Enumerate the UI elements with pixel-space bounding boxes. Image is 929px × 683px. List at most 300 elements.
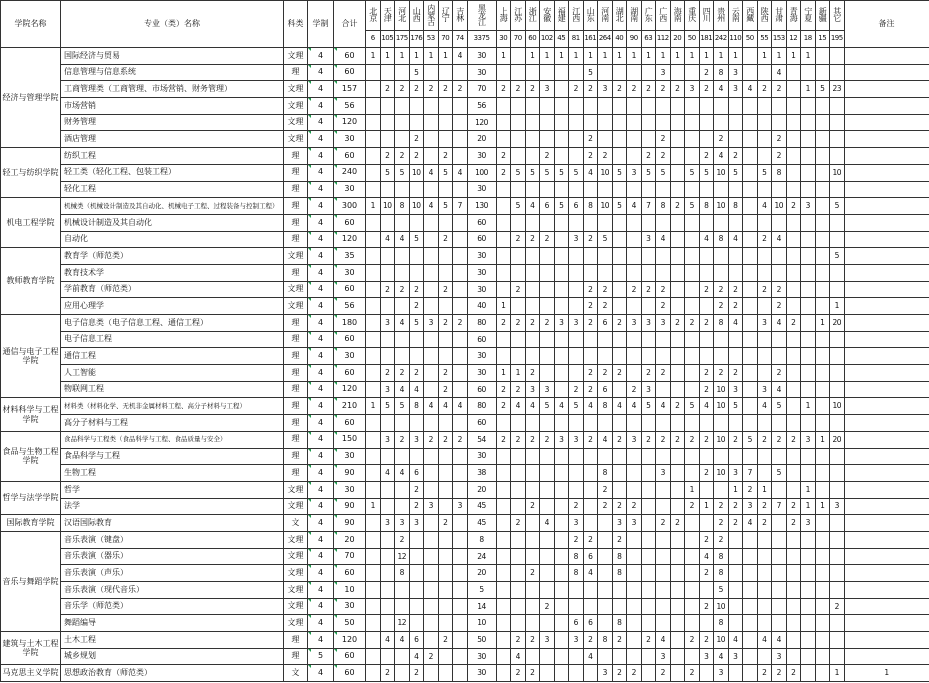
plan-count-cell: 7 <box>743 465 758 482</box>
plan-count-cell <box>395 582 410 599</box>
plan-count-cell: 2 <box>380 81 395 98</box>
plan-count-cell <box>569 665 584 682</box>
plan-count-cell: 5 <box>395 164 410 181</box>
plan-count-cell <box>612 348 627 365</box>
plan-count-cell: 5 <box>815 81 830 98</box>
remark-cell <box>844 64 929 81</box>
plan-count-cell <box>453 381 468 398</box>
plan-count-cell: 5 <box>554 164 569 181</box>
plan-count-cell <box>656 481 671 498</box>
plan-count-cell: 2 <box>670 81 685 98</box>
plan-count-cell: 4 <box>424 164 439 181</box>
plan-count-cell: 4 <box>380 632 395 649</box>
plan-count-cell <box>815 331 830 348</box>
plan-count-cell <box>380 331 395 348</box>
plan-count-cell: 1 <box>409 48 424 65</box>
college-name-cell: 食品与生物工程学院 <box>1 431 61 481</box>
plan-count-cell <box>815 131 830 148</box>
plan-count-cell: 3 <box>612 515 627 532</box>
plan-count-cell <box>728 598 743 615</box>
plan-count-cell <box>366 131 381 148</box>
province-header: 浙江 <box>525 1 540 31</box>
plan-count-cell: 3 <box>830 498 845 515</box>
duration-cell: 4 <box>308 448 334 465</box>
plan-count-cell <box>656 331 671 348</box>
plan-count-cell <box>496 348 511 365</box>
plan-count-cell <box>743 48 758 65</box>
plan-count-cell: 1 <box>786 48 801 65</box>
plan-count-cell <box>685 582 700 599</box>
plan-count-cell <box>670 114 685 131</box>
plan-count-cell <box>569 648 584 665</box>
plan-count-cell <box>511 248 526 265</box>
plan-count-cell <box>670 548 685 565</box>
plan-count-cell <box>743 214 758 231</box>
plan-count-cell <box>743 281 758 298</box>
plan-count-cell <box>453 331 468 348</box>
subject-category-cell: 理 <box>284 164 308 181</box>
plan-count-cell <box>786 465 801 482</box>
plan-count-cell: 4 <box>424 198 439 215</box>
plan-count-cell: 2 <box>569 498 584 515</box>
province-total: 112 <box>656 31 671 48</box>
plan-count-cell <box>598 131 613 148</box>
plan-count-cell: 2 <box>772 81 787 98</box>
plan-count-cell: 8 <box>395 198 410 215</box>
plan-count-cell: 5 <box>685 198 700 215</box>
plan-count-cell <box>627 181 642 198</box>
plan-count-cell <box>554 665 569 682</box>
subject-category-cell: 文理 <box>284 48 308 65</box>
remark-cell <box>844 181 929 198</box>
plan-count-cell: 30 <box>467 665 496 682</box>
plan-count-cell: 1 <box>366 48 381 65</box>
plan-count-cell: 10 <box>409 164 424 181</box>
subject-category-cell: 文理 <box>284 114 308 131</box>
province-header: 河南 <box>598 1 613 31</box>
plan-count-cell <box>511 181 526 198</box>
remark-cell <box>844 231 929 248</box>
plan-count-cell: 2 <box>395 365 410 382</box>
plan-count-cell <box>685 548 700 565</box>
plan-count-cell <box>366 164 381 181</box>
plan-count-cell <box>627 531 642 548</box>
total-cell: 30 <box>334 448 366 465</box>
province-total: 70 <box>438 31 453 48</box>
plan-count-cell: 30 <box>467 248 496 265</box>
major-row <box>1 565 929 582</box>
plan-count-cell <box>699 98 714 115</box>
plan-count-cell: 2 <box>699 365 714 382</box>
plan-count-cell: 2 <box>496 381 511 398</box>
plan-count-cell <box>583 114 598 131</box>
plan-count-cell <box>366 598 381 615</box>
plan-count-cell: 2 <box>656 298 671 315</box>
plan-count-cell <box>598 548 613 565</box>
plan-count-cell: 45 <box>467 515 496 532</box>
plan-count-cell <box>815 448 830 465</box>
plan-count-cell <box>409 214 424 231</box>
plan-count-cell <box>438 331 453 348</box>
plan-count-cell <box>685 264 700 281</box>
plan-count-cell: 8 <box>714 315 729 332</box>
plan-count-cell: 1 <box>830 665 845 682</box>
plan-count-cell <box>670 448 685 465</box>
plan-count-cell: 8 <box>714 231 729 248</box>
plan-count-cell <box>641 264 656 281</box>
plan-count-cell <box>612 114 627 131</box>
plan-count-cell: 1 <box>685 48 700 65</box>
plan-count-cell: 2 <box>757 231 772 248</box>
plan-count-cell <box>366 315 381 332</box>
plan-count-cell <box>496 531 511 548</box>
plan-count-cell: 4 <box>540 515 555 532</box>
total-cell: 60 <box>334 331 366 348</box>
plan-count-cell: 2 <box>438 381 453 398</box>
plan-count-cell <box>366 214 381 231</box>
plan-count-cell: 5 <box>598 231 613 248</box>
plan-count-cell <box>714 114 729 131</box>
plan-count-cell: 4 <box>714 648 729 665</box>
plan-count-cell: 2 <box>656 131 671 148</box>
plan-count-cell: 2 <box>583 148 598 165</box>
plan-count-cell <box>583 465 598 482</box>
plan-count-cell <box>583 481 598 498</box>
plan-count-cell: 2 <box>612 498 627 515</box>
plan-count-cell <box>815 615 830 632</box>
plan-count-cell: 3 <box>757 381 772 398</box>
plan-count-cell <box>815 214 830 231</box>
plan-count-cell: 2 <box>714 515 729 532</box>
total-cell: 150 <box>334 431 366 448</box>
plan-count-cell <box>656 498 671 515</box>
duration-cell: 4 <box>308 615 334 632</box>
plan-count-cell <box>583 98 598 115</box>
plan-count-cell <box>714 181 729 198</box>
subject-category-cell: 文理 <box>284 131 308 148</box>
plan-count-cell <box>366 632 381 649</box>
plan-count-cell: 5 <box>511 198 526 215</box>
plan-count-cell: 1 <box>511 365 526 382</box>
plan-count-cell <box>569 148 584 165</box>
plan-count-cell: 2 <box>409 498 424 515</box>
plan-count-cell: 3 <box>540 81 555 98</box>
plan-count-cell <box>772 531 787 548</box>
plan-count-cell <box>670 164 685 181</box>
plan-count-cell: 3 <box>540 381 555 398</box>
plan-count-cell: 2 <box>424 648 439 665</box>
major-name-cell: 电子信息工程 <box>61 331 284 348</box>
plan-count-cell <box>830 632 845 649</box>
plan-count-cell: 38 <box>467 465 496 482</box>
plan-count-cell <box>641 598 656 615</box>
plan-count-cell: 2 <box>496 164 511 181</box>
plan-count-cell <box>641 565 656 582</box>
major-name-cell: 轻化工程 <box>61 181 284 198</box>
plan-count-cell <box>772 331 787 348</box>
plan-count-cell <box>540 181 555 198</box>
plan-count-cell <box>612 214 627 231</box>
plan-count-cell <box>743 248 758 265</box>
plan-count-cell <box>525 131 540 148</box>
plan-count-cell: 2 <box>525 431 540 448</box>
plan-count-cell <box>743 264 758 281</box>
plan-count-cell <box>612 264 627 281</box>
plan-count-cell: 3 <box>569 431 584 448</box>
plan-count-cell <box>380 298 395 315</box>
major-row <box>1 315 929 332</box>
plan-count-cell <box>743 665 758 682</box>
province-header: 内蒙古 <box>424 1 439 31</box>
plan-count-cell <box>772 582 787 599</box>
plan-count-cell <box>685 131 700 148</box>
plan-count-cell: 2 <box>424 81 439 98</box>
plan-count-cell <box>772 98 787 115</box>
major-name-cell: 国际经济与贸易 <box>61 48 284 65</box>
plan-count-cell: 1 <box>815 315 830 332</box>
plan-count-cell: 2 <box>583 231 598 248</box>
duration-cell: 4 <box>308 481 334 498</box>
total-cell: 30 <box>334 131 366 148</box>
plan-count-cell: 2 <box>728 281 743 298</box>
plan-count-cell <box>612 448 627 465</box>
plan-count-cell <box>801 381 816 398</box>
subject-category-cell: 理 <box>284 465 308 482</box>
plan-count-cell: 1 <box>380 48 395 65</box>
plan-count-cell <box>830 582 845 599</box>
plan-count-cell: 10 <box>714 198 729 215</box>
plan-count-cell: 4 <box>380 465 395 482</box>
plan-count-cell: 20 <box>467 481 496 498</box>
plan-count-cell <box>699 264 714 281</box>
plan-count-cell <box>743 548 758 565</box>
remark-cell <box>844 248 929 265</box>
total-header: 合计 <box>334 1 366 48</box>
plan-count-cell <box>801 548 816 565</box>
plan-count-cell <box>786 365 801 382</box>
plan-count-cell <box>612 465 627 482</box>
plan-count-cell <box>453 415 468 432</box>
plan-count-cell <box>554 114 569 131</box>
plan-count-cell: 2 <box>438 431 453 448</box>
plan-count-cell: 4 <box>395 465 410 482</box>
plan-count-cell: 2 <box>641 281 656 298</box>
plan-count-cell: 2 <box>670 398 685 415</box>
plan-count-cell <box>424 515 439 532</box>
remark-cell <box>844 365 929 382</box>
plan-count-cell: 5 <box>438 164 453 181</box>
plan-count-cell <box>569 248 584 265</box>
college-name-cell: 轻工与纺织学院 <box>1 148 61 198</box>
subject-category-cell: 文理 <box>284 281 308 298</box>
major-row <box>1 431 929 448</box>
plan-count-cell: 5 <box>757 164 772 181</box>
plan-count-cell <box>728 565 743 582</box>
plan-count-cell: 3 <box>424 315 439 332</box>
plan-count-cell <box>395 415 410 432</box>
plan-count-cell: 60 <box>467 381 496 398</box>
plan-count-cell <box>424 615 439 632</box>
remark-cell <box>844 481 929 498</box>
subject-category-cell: 文理 <box>284 481 308 498</box>
plan-count-cell <box>743 181 758 198</box>
plan-count-cell <box>424 582 439 599</box>
plan-count-cell <box>627 114 642 131</box>
plan-count-cell <box>641 548 656 565</box>
plan-count-cell <box>569 481 584 498</box>
major-name-cell: 哲学 <box>61 481 284 498</box>
plan-count-cell <box>670 281 685 298</box>
major-name-cell: 人工智能 <box>61 365 284 382</box>
remark-cell <box>844 81 929 98</box>
plan-count-cell: 2 <box>598 298 613 315</box>
remark-cell <box>844 381 929 398</box>
plan-count-cell <box>830 481 845 498</box>
plan-count-cell: 2 <box>409 131 424 148</box>
plan-count-cell <box>366 231 381 248</box>
major-name-cell: 教育学（师范类） <box>61 248 284 265</box>
plan-count-cell: 2 <box>670 198 685 215</box>
total-cell: 30 <box>334 264 366 281</box>
plan-count-cell: 8 <box>467 531 496 548</box>
plan-count-cell: 5 <box>641 164 656 181</box>
plan-count-cell: 2 <box>598 481 613 498</box>
plan-count-cell <box>641 448 656 465</box>
major-row <box>1 582 929 599</box>
plan-count-cell: 2 <box>772 148 787 165</box>
plan-count-cell: 5 <box>525 164 540 181</box>
total-cell: 240 <box>334 164 366 181</box>
plan-count-cell <box>366 415 381 432</box>
plan-count-cell <box>554 648 569 665</box>
plan-count-cell: 2 <box>525 315 540 332</box>
plan-count-cell: 3 <box>641 231 656 248</box>
remark-cell <box>844 331 929 348</box>
duration-cell: 5 <box>308 648 334 665</box>
plan-count-cell: 1 <box>641 48 656 65</box>
province-total: 102 <box>540 31 555 48</box>
remark-cell <box>844 398 929 415</box>
plan-count-cell: 2 <box>743 481 758 498</box>
plan-count-cell <box>366 465 381 482</box>
plan-count-cell <box>395 114 410 131</box>
province-total: 161 <box>583 31 598 48</box>
province-header: 广西 <box>656 1 671 31</box>
subject-category-cell: 理 <box>284 264 308 281</box>
plan-count-cell: 4 <box>453 398 468 415</box>
major-row <box>1 48 929 65</box>
plan-count-cell <box>554 415 569 432</box>
plan-count-cell <box>627 248 642 265</box>
plan-count-cell <box>786 114 801 131</box>
plan-count-cell: 30 <box>467 181 496 198</box>
plan-count-cell <box>409 548 424 565</box>
plan-count-cell <box>685 448 700 465</box>
plan-count-cell: 2 <box>453 315 468 332</box>
plan-count-cell: 70 <box>467 81 496 98</box>
plan-count-cell <box>801 214 816 231</box>
plan-count-cell: 1 <box>801 81 816 98</box>
plan-count-cell: 2 <box>438 365 453 382</box>
plan-count-cell <box>772 181 787 198</box>
province-total: 6 <box>366 31 381 48</box>
plan-count-cell: 60 <box>467 415 496 432</box>
plan-count-cell: 8 <box>598 398 613 415</box>
plan-count-cell <box>438 348 453 365</box>
plan-count-cell: 3 <box>656 648 671 665</box>
total-cell: 10 <box>334 582 366 599</box>
plan-count-cell <box>612 648 627 665</box>
plan-count-cell: 8 <box>728 198 743 215</box>
plan-count-cell: 8 <box>612 548 627 565</box>
plan-count-cell <box>612 148 627 165</box>
remark-cell <box>844 98 929 115</box>
plan-count-cell <box>366 64 381 81</box>
plan-count-cell <box>380 615 395 632</box>
plan-count-cell: 1 <box>815 498 830 515</box>
plan-count-cell <box>612 181 627 198</box>
plan-count-cell: 10 <box>714 465 729 482</box>
plan-count-cell <box>554 548 569 565</box>
plan-count-cell: 30 <box>467 264 496 281</box>
plan-count-cell <box>525 582 540 599</box>
major-row <box>1 515 929 532</box>
remark-cell <box>844 582 929 599</box>
major-name-cell: 音乐表演（键盘） <box>61 531 284 548</box>
plan-count-cell <box>714 214 729 231</box>
plan-count-cell <box>786 148 801 165</box>
duration-cell: 4 <box>308 214 334 231</box>
plan-count-cell <box>801 114 816 131</box>
plan-count-cell: 2 <box>598 148 613 165</box>
plan-count-cell <box>772 264 787 281</box>
plan-count-cell <box>598 181 613 198</box>
province-header: 其它 <box>830 1 845 31</box>
plan-count-cell: 2 <box>496 315 511 332</box>
province-header: 江苏 <box>511 1 526 31</box>
remark-cell <box>844 615 929 632</box>
plan-count-cell: 1 <box>424 48 439 65</box>
plan-count-cell <box>670 582 685 599</box>
duration-cell: 4 <box>308 198 334 215</box>
plan-count-cell <box>670 264 685 281</box>
plan-count-cell <box>815 298 830 315</box>
plan-count-cell <box>496 131 511 148</box>
plan-count-cell <box>511 415 526 432</box>
plan-count-cell <box>786 448 801 465</box>
plan-count-cell: 2 <box>641 431 656 448</box>
plan-count-cell <box>453 582 468 599</box>
plan-count-cell <box>525 465 540 482</box>
remark-cell <box>844 632 929 649</box>
plan-count-cell <box>743 148 758 165</box>
plan-count-cell <box>786 164 801 181</box>
plan-count-cell: 50 <box>467 632 496 649</box>
plan-count-cell: 2 <box>409 148 424 165</box>
plan-count-cell <box>409 598 424 615</box>
plan-count-cell <box>511 615 526 632</box>
plan-count-cell <box>627 632 642 649</box>
plan-count-cell: 2 <box>714 531 729 548</box>
major-name-cell: 土木工程 <box>61 632 284 649</box>
plan-count-cell <box>699 331 714 348</box>
plan-count-cell <box>424 131 439 148</box>
major-row <box>1 81 929 98</box>
plan-count-cell: 4 <box>380 231 395 248</box>
plan-count-cell: 2 <box>583 315 598 332</box>
plan-count-cell <box>670 415 685 432</box>
plan-count-cell <box>424 632 439 649</box>
